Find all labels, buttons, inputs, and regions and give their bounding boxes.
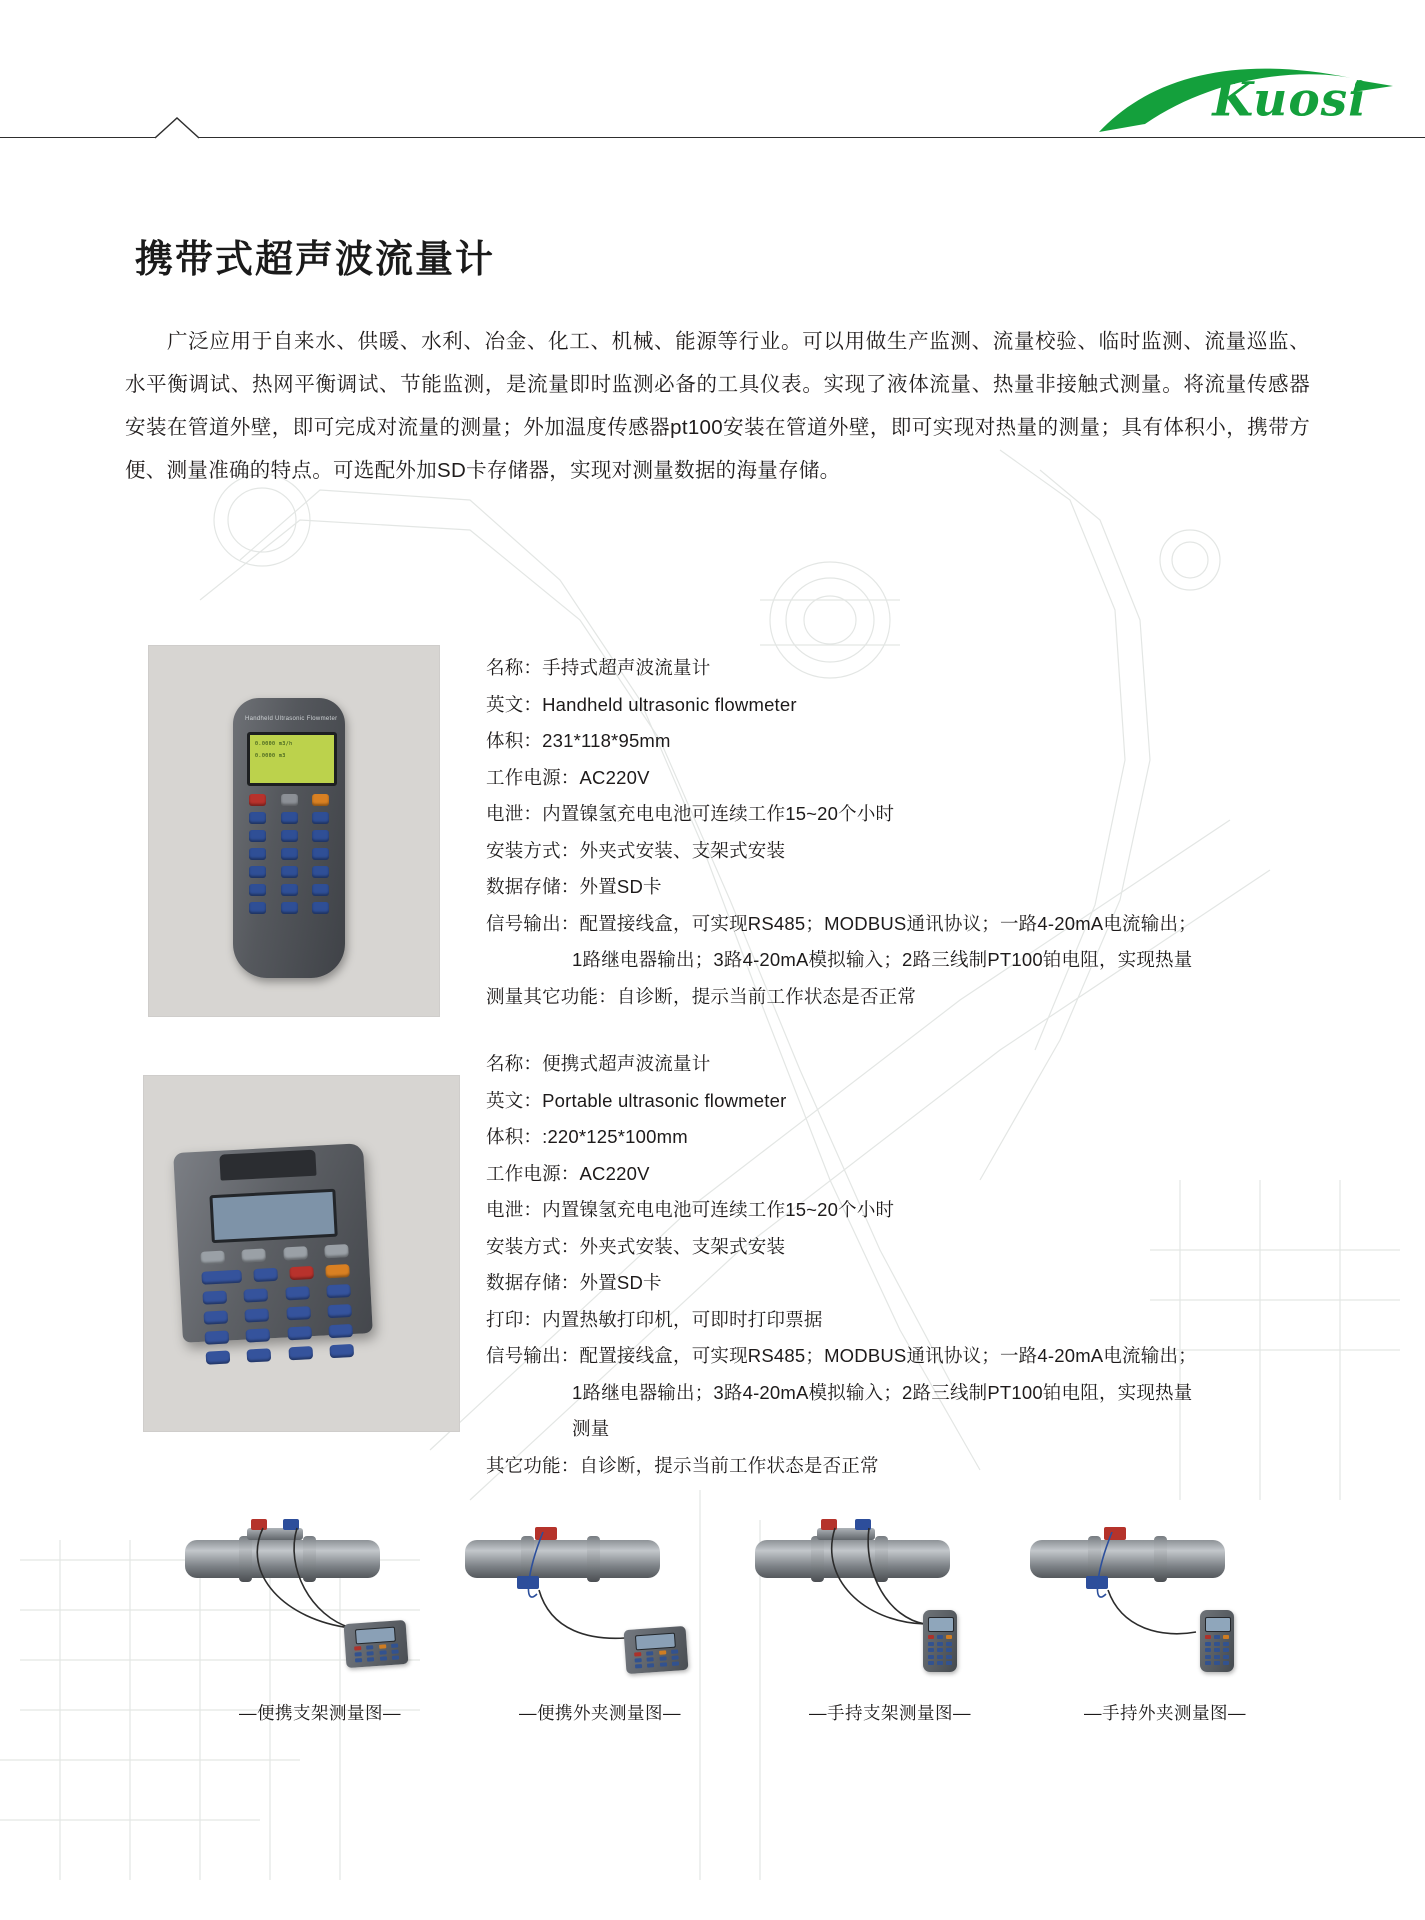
- mini-screen: [355, 1627, 396, 1645]
- mini-screen: [635, 1633, 676, 1651]
- handheld-spec-list: [486, 650, 1316, 1015]
- handheld-device-illustration: [233, 698, 345, 978]
- figure-portable-bracket: [185, 1510, 455, 1723]
- spec-line: 体积：:220*125*100mm: [486, 1126, 688, 1147]
- spec-line: 工作电源：AC220V: [486, 1162, 650, 1184]
- mini-keypad: [634, 1649, 679, 1670]
- spec-line: 电泄：内置镍氢充电电池可连续工作15~20个小时: [486, 1199, 895, 1220]
- spec-line: 信号输出：配置接线盒，可实现RS485；MODBUS通讯协议；一路4-20mA电流输出；: [486, 912, 1197, 934]
- header-notch-icon: [155, 117, 199, 139]
- spec-line: 体积：231*118*95mm: [486, 730, 671, 751]
- cable: [1088, 1532, 1218, 1662]
- portable-spec-list: [486, 1046, 1316, 1484]
- page-title: 携带式超声波流量计: [135, 239, 496, 281]
- spec-line: 1路继电器输出；3路4-20mA模拟输入；2路三线制PT100铂电阻，实现热量: [572, 949, 1193, 970]
- spec-line: 其它功能：自诊断，提示当前工作状态是否正常: [486, 1454, 879, 1476]
- mini-screen: [928, 1617, 954, 1632]
- spec-line: 1路继电器输出；3路4-20mA模拟输入；2路三线制PT100铂电阻，实现热量: [572, 1381, 1193, 1403]
- figure-caption: —手持外夹测量图—: [1084, 1703, 1246, 1723]
- figure-handheld-bracket: [755, 1510, 1025, 1723]
- intro-paragraph: 广泛应用于自来水、供暖、水利、冶金、化工、机械、能源等行业。可以用做生产监测、流量校验、临时监测、流量巡监、水平衡调试、热网平衡调试、节能监测，是流量即时监测必备的工具仪表。实现了液体流量、热量非接触式测量。将流量传感器安装在管道外壁，即可完成对流量的测量；外加温度传感器pt100安装在管道外壁，即可实现对热量的测量；具有体积小，携带方便、测量准确的特点。可选配外加SD卡存储器，实现对测量数据的海量存储。: [125, 330, 1310, 482]
- spec-line: 安装方式：外夹式安装、支架式安装: [486, 1235, 786, 1257]
- spec-line: 数据存储：外置SD卡: [486, 1272, 662, 1293]
- pipe-flange: [811, 1536, 824, 1582]
- page-header: [0, 0, 1425, 175]
- spec-line: 名称：手持式超声波流量计: [486, 657, 711, 678]
- portable-device-illustration: [173, 1143, 373, 1343]
- portable-meter-mini: [344, 1620, 409, 1668]
- spec-line: 安装方式：外夹式安装、支架式安装: [486, 839, 786, 861]
- device-keypad: [200, 1244, 354, 1372]
- mini-screen: [1205, 1617, 1231, 1632]
- spec-line: 名称：便携式超声波流量计: [486, 1053, 711, 1074]
- measurement-diagram-row: [0, 1510, 1425, 1723]
- device-keypad: [249, 794, 329, 920]
- mini-keypad: [928, 1635, 952, 1668]
- brand-logo: [1212, 72, 1367, 128]
- lcd-line-2: 0.0000 m3: [255, 753, 286, 759]
- spec-line: 信号输出：配置接线盒，可实现RS485；MODBUS通讯协议；一路4-20mA电流输出；: [486, 1345, 1197, 1366]
- device-lcd-screen: [247, 732, 337, 786]
- figure-caption: —便携外夹测量图—: [519, 1703, 681, 1723]
- spec-line: 测量: [572, 1418, 610, 1439]
- handheld-product-photo: [148, 645, 440, 1017]
- spec-line: 打印：内置热敏打印机，可即时打印票据: [486, 1308, 823, 1330]
- spec-line: 电泄：内置镍氢充电电池可连续工作15~20个小时: [486, 803, 895, 824]
- spec-line: 数据存储：外置SD卡: [486, 876, 662, 897]
- lcd-line-1: 0.0000 m3/h: [255, 741, 293, 747]
- device-lcd-screen: [209, 1189, 337, 1244]
- spec-line: 英文：Portable ultrasonic flowmeter: [486, 1089, 787, 1111]
- portable-meter-mini: [624, 1626, 689, 1674]
- figure-portable-clampon: [465, 1510, 735, 1723]
- mini-keypad: [1205, 1635, 1229, 1668]
- pipe-flange: [239, 1536, 252, 1582]
- figure-caption: —便携支架测量图—: [239, 1703, 401, 1723]
- handheld-meter-mini: [923, 1610, 957, 1672]
- handheld-meter-mini: [1200, 1610, 1234, 1672]
- portable-product-photo: [143, 1075, 460, 1432]
- thermal-printer-slot: [219, 1150, 316, 1181]
- mini-keypad: [354, 1643, 399, 1664]
- device-brand-label: Handheld Ultrasonic Flowmeter: [245, 716, 338, 722]
- spec-line: 工作电源：AC220V: [486, 766, 650, 788]
- spec-line: 测量其它功能：自诊断，提示当前工作状态是否正常: [486, 985, 917, 1007]
- brand-logo-text: Kuosi: [1212, 72, 1367, 128]
- figure-handheld-clampon: [1030, 1510, 1300, 1723]
- spec-line: 英文：Handheld ultrasonic flowmeter: [486, 693, 797, 715]
- figure-caption: —手持支架测量图—: [809, 1703, 971, 1723]
